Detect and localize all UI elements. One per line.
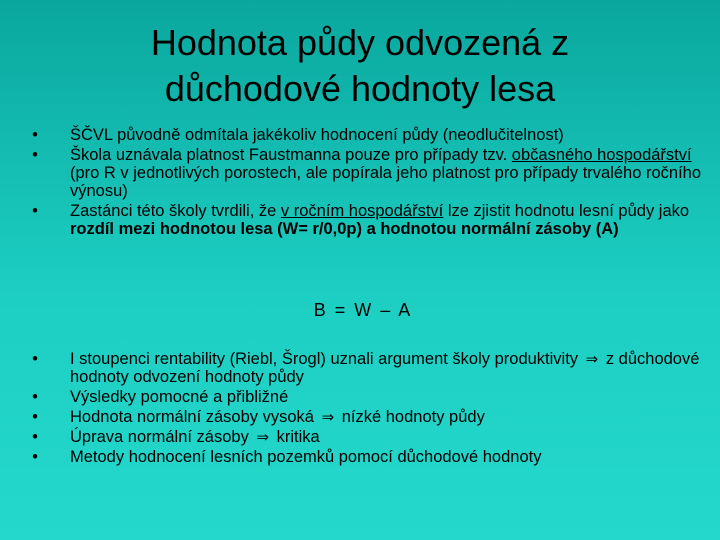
item-text: nízké hodnoty půdy — [341, 408, 485, 426]
implies-arrow-icon: ⇒ — [256, 428, 270, 446]
slide-title — [60, 20, 660, 112]
bullet-icon: • — [32, 350, 38, 368]
item-underlined-text: v ročním hospodářství — [280, 202, 444, 220]
implies-arrow-icon: ⇒ — [321, 408, 335, 426]
item-text: z důchodové hodnoty odvození hodnoty půdy — [70, 350, 700, 386]
bullet-icon: • — [32, 428, 38, 446]
item-text: Metody hodnocení lesních pozemků pomocí důchodové hodnoty — [70, 448, 542, 466]
list-item — [28, 202, 708, 238]
item-text: Výsledky pomocné a přibližné — [70, 388, 289, 406]
item-bold-text: rozdíl mezi hodnotou lesa (W= r/0,0p) a hodnotou normální zásoby (A) — [70, 220, 619, 238]
item-text: Škola uznávala platnost Faustmanna pouze pro případy tzv. — [70, 146, 508, 164]
item-text: (pro R v jednotlivých porostech, ale popírala jeho platnost pro případy trvalého ročního výnosu) — [70, 164, 702, 200]
bullet-icon: • — [32, 388, 38, 406]
list-item — [28, 126, 708, 144]
bullet-icon: • — [32, 448, 38, 466]
list-item — [28, 448, 708, 466]
implies-arrow-icon: ⇒ — [585, 350, 599, 368]
list-item — [28, 388, 708, 406]
list-item — [28, 408, 708, 426]
bullet-icon: • — [32, 408, 38, 426]
list-item — [28, 428, 708, 446]
list-item — [28, 350, 708, 386]
item-text: I stoupenci rentability (Riebl, Šrogl) uznali argument školy produktivity — [70, 350, 579, 368]
item-text: lze zjistit hodnotu lesní půdy jako — [447, 202, 690, 220]
list-item — [28, 146, 708, 200]
item-text: Hodnota normální zásoby vysoká — [70, 408, 314, 426]
item-text: ŠČVL původně odmítala jakékoliv hodnocení půdy (neodlučitelnost) — [70, 126, 564, 144]
bullet-icon: • — [32, 202, 38, 220]
bullet-list-bottom — [28, 350, 708, 468]
bullet-icon: • — [32, 126, 38, 144]
formula-text: B = W – A — [313, 300, 413, 320]
formula — [0, 300, 720, 321]
bullet-icon: • — [32, 146, 38, 164]
bullet-list-top — [28, 126, 708, 240]
title-line-2: důchodové hodnoty lesa — [164, 68, 556, 109]
title-line-1: Hodnota půdy odvozená z — [150, 22, 570, 63]
item-text: kritika — [276, 428, 320, 446]
item-underlined-text: občasného hospodářství — [511, 146, 692, 164]
item-text: Úprava normální zásoby — [70, 428, 249, 446]
item-text: Zastánci této školy tvrdili, že — [70, 202, 277, 220]
